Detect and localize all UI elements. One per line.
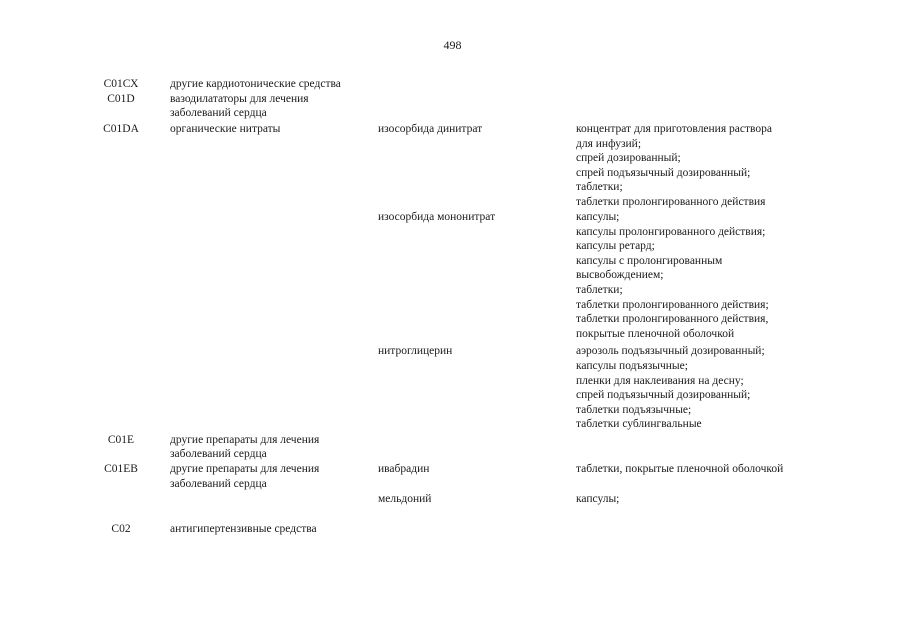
dosage-form: спрей подъязычный дозированный; <box>576 167 751 179</box>
drug-name: мельдоний <box>378 493 432 505</box>
atc-code: С01Е <box>107 434 135 446</box>
dosage-form: капсулы ретард; <box>576 240 655 252</box>
atc-code: С01DА <box>103 123 139 135</box>
dosage-form: спрей подъязычный дозированный; <box>576 389 751 401</box>
atc-group-name: другие кардиотонические средства <box>170 78 341 90</box>
atc-code: С02 <box>111 523 131 535</box>
dosage-form: таблетки подъязычные; <box>576 404 692 416</box>
drug-name: изосорбида мононитрат <box>378 211 496 223</box>
dosage-form: для инфузий; <box>576 138 642 150</box>
atc-code: С01D <box>107 93 135 105</box>
dosage-form: аэрозоль подъязычный дозированный; <box>576 345 765 357</box>
dosage-form: таблетки сублингвальные <box>576 418 702 430</box>
dosage-form: таблетки; <box>576 284 623 296</box>
dosage-form: таблетки пролонгированного действия, <box>576 313 769 325</box>
atc-group-name: антигипертензивные средства <box>170 523 317 535</box>
drug-name: ивабрадин <box>378 463 430 475</box>
dosage-form: капсулы; <box>576 211 620 223</box>
dosage-form: таблетки пролонгированного действия; <box>576 299 769 311</box>
dosage-form: спрей дозированный; <box>576 152 681 164</box>
dosage-form: капсулы подъязычные; <box>576 360 688 372</box>
atc-code: С01СХ <box>103 78 139 90</box>
dosage-form: капсулы пролонгированного действия; <box>576 226 766 238</box>
dosage-form: высвобождением; <box>576 269 664 281</box>
atc-group-name: другие препараты для лечения <box>170 463 320 475</box>
dosage-form: пленки для наклеивания на десну; <box>576 375 744 387</box>
atc-code: С01ЕВ <box>104 463 138 475</box>
atc-group-name: заболеваний сердца <box>170 107 267 119</box>
dosage-form: таблетки пролонгированного действия <box>576 196 766 208</box>
atc-group-name: заболеваний сердца <box>170 448 267 460</box>
dosage-form: концентрат для приготовления раствора <box>576 123 772 135</box>
dosage-form: покрытые пленочной оболочкой <box>576 328 735 340</box>
dosage-form: капсулы; <box>576 493 620 505</box>
atc-group-name: другие препараты для лечения <box>170 434 320 446</box>
dosage-form: капсулы с пролонгированным <box>576 255 723 267</box>
drug-name: изосорбида динитрат <box>378 123 483 135</box>
atc-group-name: вазодилататоры для лечения <box>170 93 309 105</box>
drug-name: нитроглицерин <box>378 345 453 357</box>
atc-group-name: органические нитраты <box>170 123 281 135</box>
dosage-form: таблетки, покрытые пленочной оболочкой <box>576 463 784 475</box>
dosage-form: таблетки; <box>576 181 623 193</box>
page-number: 498 <box>443 38 462 52</box>
atc-group-name: заболеваний сердца <box>170 478 267 490</box>
